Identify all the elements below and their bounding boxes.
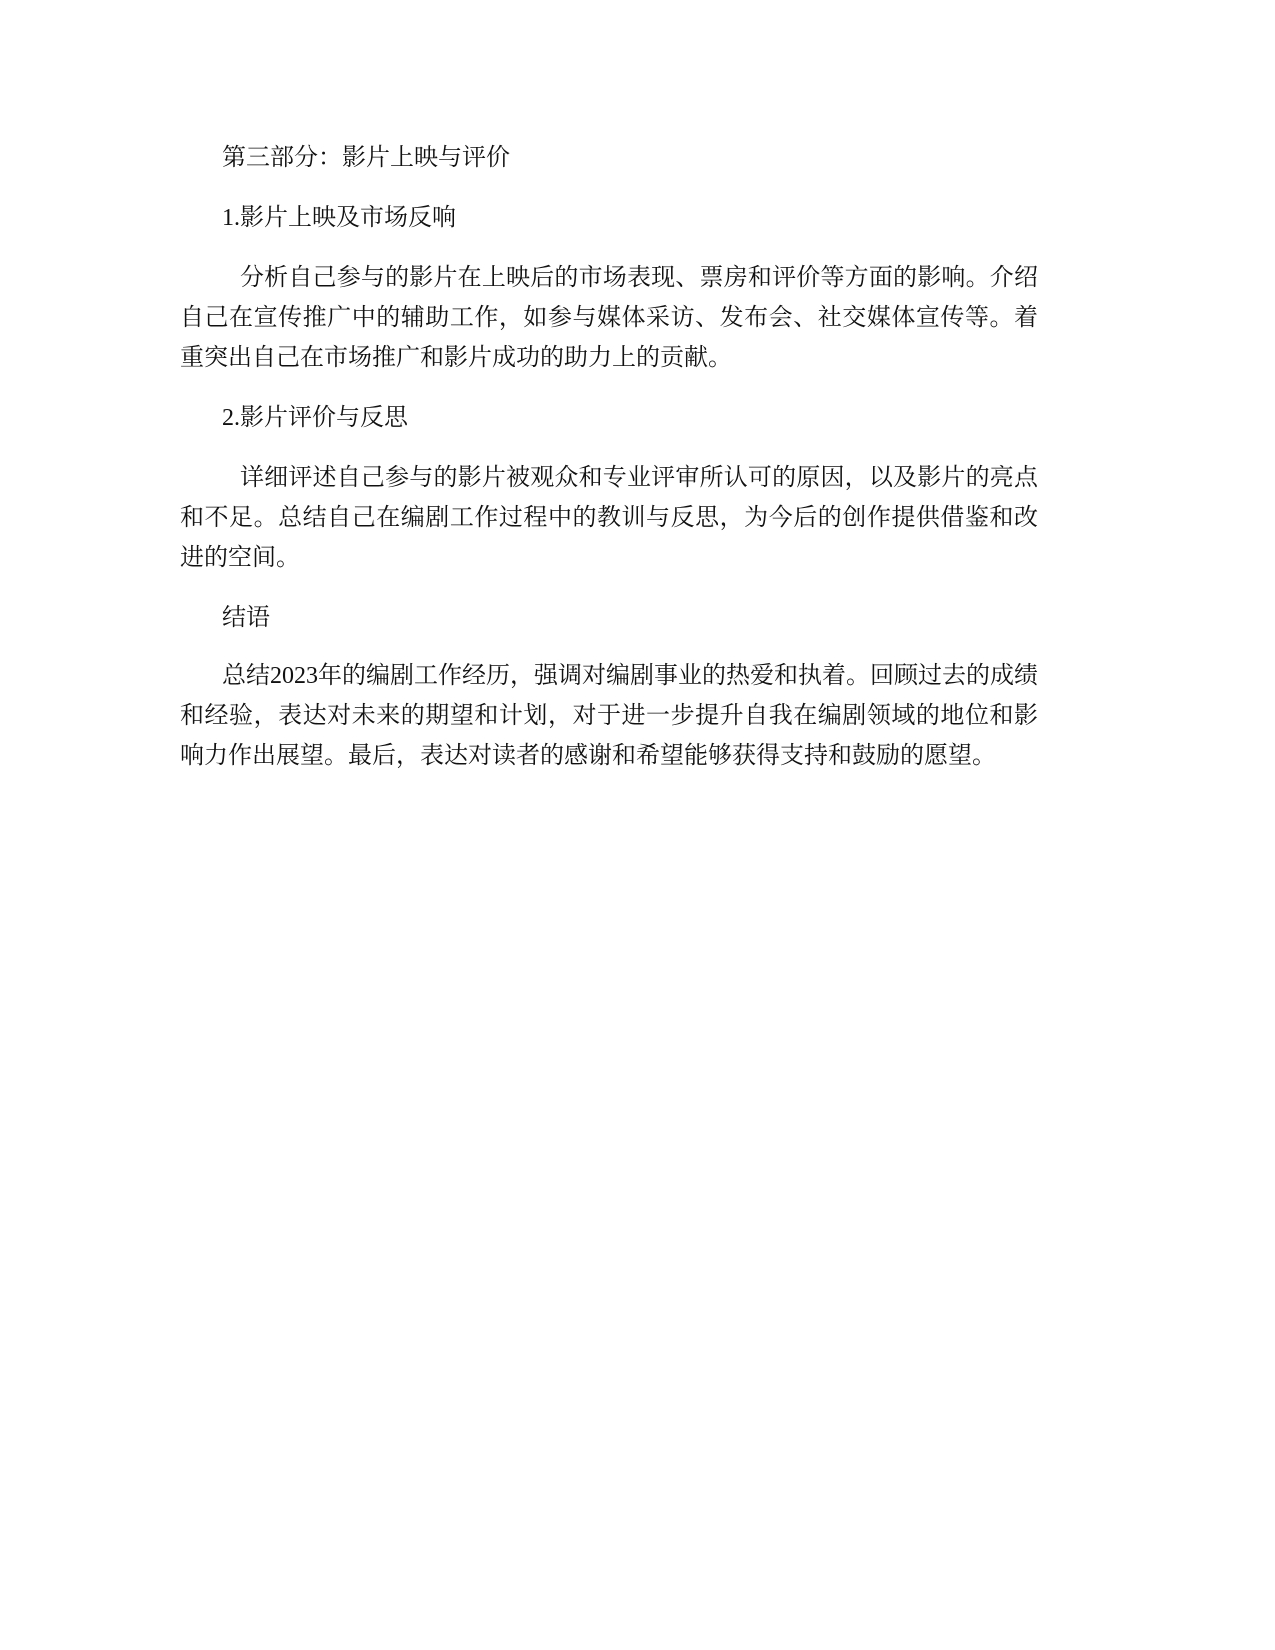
paragraph-market-response: 分析自己参与的影片在上映后的市场表现、票房和评价等方面的影响。介绍自己在宣传推广中的辅助工作，如参与媒体采访、发布会、社交媒体宣传等。着重突出自己在市场推广和影片成功的助力上的贡献。	[180, 265, 1038, 371]
paragraph-conclusion: 总结2023年的编剧工作经历，强调对编剧事业的热爱和执着。回顾过去的成绩和经验，表达对未来的期望和计划，对于进一步提升自我在编剧领域的地位和影响力作出展望。最后，表达对读者的感谢和希望能够获得支持和鼓励的愿望。	[180, 663, 1038, 769]
subsection-title-market-response: 1.影片上映及市场反响	[222, 205, 456, 231]
document-content	[180, 138, 1038, 796]
conclusion-title: 结语	[222, 605, 270, 631]
subsection-title-evaluation: 2.影片评价与反思	[222, 405, 408, 431]
section-title: 第三部分：影片上映与评价	[222, 145, 510, 171]
paragraph-evaluation: 详细评述自己参与的影片被观众和专业评审所认可的原因，以及影片的亮点和不足。总结自己在编剧工作过程中的教训与反思，为今后的创作提供借鉴和改进的空间。	[180, 465, 1038, 571]
